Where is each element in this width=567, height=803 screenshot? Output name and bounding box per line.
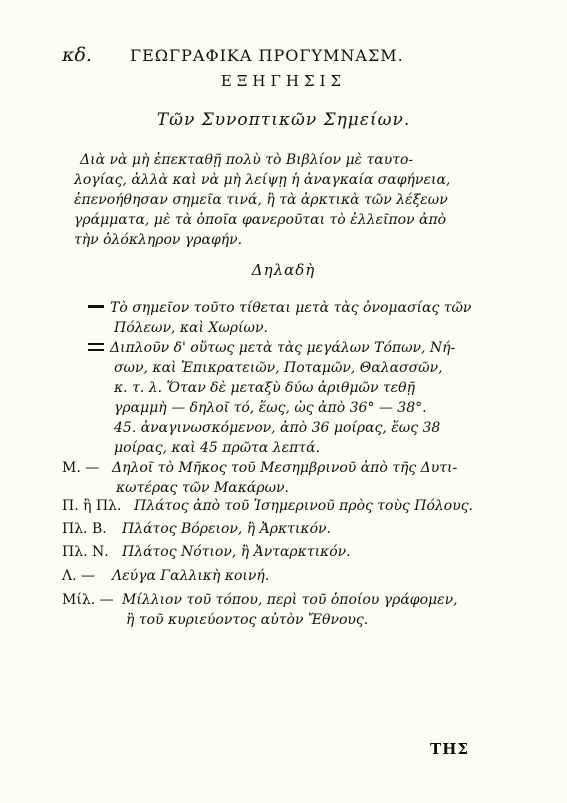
legend-text bbox=[110, 338, 455, 458]
page-subtitle: Τῶν Συνοπτικῶν Σημείων. bbox=[156, 110, 411, 130]
intro-line: Διὰ νὰ μὴ ἐπεκταθῇ πολὺ τὸ Βιβλίον μὲ ταυτο- bbox=[80, 152, 414, 168]
legend-line: γραμμὴ — δηλοῖ τό, ἕως, ὡς ἀπὸ 36° — 38°. bbox=[114, 400, 427, 416]
page-title: ΕΞΗΓΗΣΙΣ bbox=[220, 72, 347, 90]
legend-line: 45. ἀναγινωσκόμενον, ἀπὸ 36 μοίρας, ἕως 38 bbox=[114, 420, 441, 436]
legend-line: Πλάτος Νότιον, ἢ Ἀνταρκτικόν. bbox=[122, 544, 351, 560]
page-header bbox=[62, 44, 502, 68]
intro-line: ἐπενοήθησαν σημεῖα τινά, ἢ τὰ ἀρκτικὰ τῶν λέξεων bbox=[74, 192, 448, 208]
legend-line: Μίλλιον τοῦ τόπου, περὶ τοῦ ὁποίου γράφομεν, bbox=[122, 592, 458, 608]
legend-line: Πλάτος Βόρειον, ἢ Ἀρκτικόν. bbox=[122, 521, 331, 537]
intro-line: λογίας, ἀλλὰ καὶ νὰ μὴ λείψῃ ἡ ἀναγκαία σαφήνεια, bbox=[74, 172, 451, 188]
legend-text bbox=[122, 542, 351, 562]
abbreviation-symbol: Μίλ. — bbox=[62, 592, 114, 608]
intro-line: τὴν ὁλόκληρον γραφήν. bbox=[74, 232, 243, 248]
intro-paragraph bbox=[74, 150, 500, 250]
abbreviation-symbol: Πλ. Β. bbox=[62, 521, 107, 537]
section-heading: Δηλαδὴ bbox=[251, 261, 316, 279]
legend-line: κ. τ. λ. Ὅταν δὲ μεταξὺ δύω ἀριθμῶν τεθῇ bbox=[114, 380, 415, 396]
legend-text bbox=[110, 298, 471, 338]
legend-text bbox=[122, 590, 458, 630]
abbreviation-symbol: Μ. — bbox=[62, 460, 100, 476]
running-head: ΓΕΩΓΡΑΦΙΚΑ ΠΡΟΓΥΜΝΑΣΜ. bbox=[130, 46, 404, 65]
legend-text bbox=[134, 496, 473, 516]
catchword: ΤΗΣ bbox=[430, 740, 469, 758]
page-number: κδ. bbox=[62, 44, 92, 66]
abbreviation-symbol: Πλ. Ν. bbox=[62, 544, 109, 560]
legend-text bbox=[112, 458, 457, 498]
legend-text bbox=[122, 519, 331, 539]
legend-line: κωτέρας τῶν Μακάρων. bbox=[116, 480, 289, 496]
legend-line: μοίρας, καὶ 45 πρῶτα λεπτά. bbox=[114, 440, 321, 456]
abbreviation-symbol: Π. ἢ Πλ. bbox=[62, 498, 122, 514]
legend-line: Λεύγα Γαλλικὴ κοινή. bbox=[112, 568, 270, 584]
legend-line: Πόλεων, καὶ Χωρίων. bbox=[114, 320, 268, 336]
intro-line: γράμματα, μὲ τὰ ὁποῖα φανεροῦται τὸ ἐλλεῖπον ἀπὸ bbox=[74, 212, 447, 228]
legend-line: Πλάτος ἀπὸ τοῦ Ἰσημερινοῦ πρὸς τοὺς Πόλους. bbox=[134, 498, 474, 514]
abbreviation-symbol: Λ. — bbox=[62, 568, 96, 584]
legend-line: σων, καὶ Ἐπικρατειῶν, Ποταμῶν, Θαλασσῶν, bbox=[114, 360, 443, 376]
legend-line: Δηλοῖ τὸ Μῆκος τοῦ Μεσημβρινοῦ ἀπὸ τῆς Δυτι- bbox=[112, 460, 458, 476]
legend-line: ἢ τοῦ κυριεύοντος αὐτὸν Ἔθνους. bbox=[126, 612, 369, 628]
legend-line: Τὸ σημεῖον τοῦτο τίθεται μετὰ τὰς ὀνομασίας τῶν bbox=[110, 300, 472, 316]
legend-line: Διπλοῦν δ' οὕτως μετὰ τὰς μεγάλων Τόπων, Νή- bbox=[110, 340, 456, 356]
legend-text bbox=[112, 566, 269, 586]
